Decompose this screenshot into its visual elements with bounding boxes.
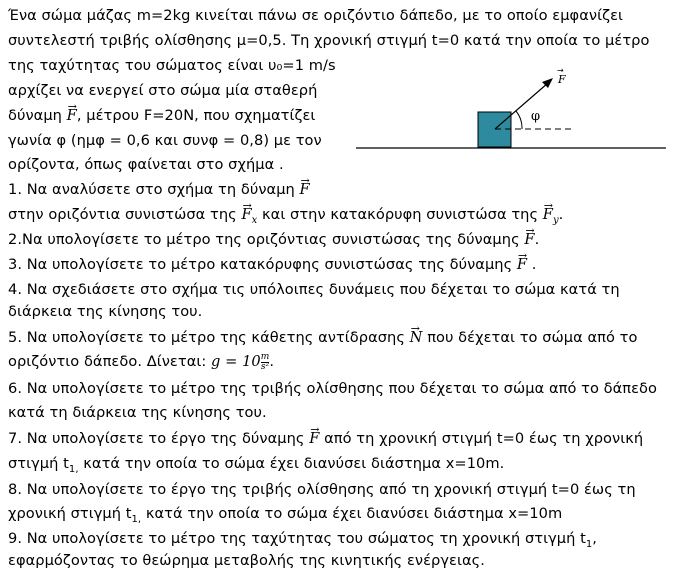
- text-segment: , μέτρου F=20N, που σχηματίζει: [76, 107, 316, 124]
- text-segment: δύναμη: [8, 107, 67, 124]
- text-line-3: της ταχύτητας του σώματος είναι υ₀=1 m/s: [8, 57, 336, 74]
- gravity-value: g = 10: [211, 353, 261, 370]
- text-segment: οριζόντιο δάπεδο. Δίνεται:: [8, 353, 212, 370]
- text-segment: .: [527, 256, 537, 273]
- fraction-denominator: s²: [260, 361, 270, 372]
- text-line-5: [8, 106, 315, 126]
- question-6-line-1: 6. Να υπολογίσετε το μέτρο της τριβής ολίσθησης που δέχεται το σώμα από το δάπεδο: [8, 380, 658, 397]
- text-segment: ,: [592, 530, 597, 547]
- force-symbol-F: → F: [517, 255, 527, 275]
- text-line-2: συντελεστή τριβής ολίσθησης μ=0,5. Τη χρονική στιγμή t=0 κατά την οποία το μέτρο: [8, 32, 650, 49]
- force-symbol-F: → F: [309, 429, 319, 449]
- text-segment: 5. Να υπολογίσετε το μέτρο της κάθετης αντίδρασης: [8, 329, 410, 346]
- text-segment: 7. Να υπολογίσετε το έργο της δύναμης: [8, 430, 310, 447]
- subscript: 1: [585, 538, 593, 550]
- text-segment: .: [534, 231, 540, 248]
- text-segment: χρονική στιγμή t: [8, 505, 132, 522]
- text-segment: .: [269, 353, 275, 370]
- question-5-line-1: [8, 328, 637, 348]
- subscript: 1,: [131, 513, 142, 525]
- text-segment: στιγμή t: [8, 455, 69, 472]
- text-segment: στην οριζόντια συνιστώσα της: [8, 206, 242, 223]
- question-4-line-2: διάρκεια της κίνησης του.: [8, 303, 203, 320]
- question-5-line-2: [8, 352, 274, 372]
- text-segment: .: [558, 206, 564, 223]
- question-1-line-2: [8, 205, 563, 231]
- question-1-line-1: [8, 180, 310, 200]
- text-segment: κατά την οποία το σώμα έχει διανύσει διάστημα x=10m.: [78, 455, 505, 472]
- question-6-line-2: κατά τη διάρκεια της κίνησης του.: [8, 404, 267, 421]
- subscript: 1,: [68, 463, 79, 475]
- question-9-line-2: εφαρμόζοντας το θεώρημα μεταβολής της κινητικής ενέργειας.: [8, 552, 485, 569]
- angle-arc: [516, 111, 522, 129]
- text-segment: που δέχεται το σώμα από το: [422, 329, 638, 346]
- force-label: F: [558, 73, 566, 86]
- text-segment: κατά την οποία το σώμα έχει διανύσει διάστημα x=10m: [141, 505, 563, 522]
- question-3: [8, 255, 537, 275]
- symbol-base: F: [542, 206, 553, 223]
- text-segment: 1. Να αναλύσετε στο σχήμα τη δύναμη: [8, 181, 300, 198]
- text-line-4: αρχίζει να ενεργεί στο σώμα μία σταθερή: [8, 82, 318, 99]
- text-segment: 3. Να υπολογίσετε το μέτρο κατακόρυφης συνιστώσας της δύναμης: [8, 256, 517, 273]
- question-7-line-1: [8, 429, 643, 449]
- symbol-subscript: y: [552, 214, 559, 226]
- force-symbol-F: → F: [300, 180, 310, 200]
- force-symbol-N: → N: [410, 328, 423, 348]
- angle-label: φ: [531, 109, 541, 124]
- force-label-arrow: →: [557, 66, 564, 75]
- force-symbol-Fy: [543, 205, 559, 231]
- question-8-line-1: 8. Να υπολογίσετε το έργο της τριβής ολίσθησης από τη χρονική στιγμή t=0 έως τη: [8, 481, 636, 498]
- question-7-line-2: [8, 454, 504, 480]
- question-8-line-2: [8, 504, 562, 530]
- text-segment: και στην κατακόρυφη συνιστώσα της: [257, 206, 543, 223]
- text-segment: 9. Να υπολογίσετε το μέτρο της ταχύτητας του σώματος τη χρονική στιγμή t: [8, 530, 586, 547]
- text-line-1: Ένα σώμα μάζας m=2kg κινείται πάνω σε οριζόντιο δάπεδο, με το οποίο εμφανίζει: [8, 7, 623, 24]
- text-line-7: ορίζοντα, όπως φαίνεται στο σχήμα .: [8, 156, 284, 173]
- fraction-numerator: m: [260, 351, 270, 362]
- symbol-base: F: [241, 206, 252, 223]
- question-4-line-1: 4. Να σχεδιάσετε στο σχήμα τις υπόλοιπες δυνάμεις που δέχεται το σώμα κατά τη: [8, 281, 620, 298]
- text-line-6: γωνία φ (ημφ = 0,6 και συνφ = 0,8) με τον: [8, 132, 322, 149]
- force-symbol-F: → F: [67, 106, 77, 126]
- question-2: [8, 230, 539, 250]
- text-segment: 2.Να υπολογίσετε το μέτρο της οριζόντιας συνιστώσας της δύναμης: [8, 231, 525, 248]
- force-symbol-Fx: [241, 205, 257, 231]
- symbol-subscript: x: [251, 214, 258, 226]
- force-symbol-F: → F: [524, 230, 534, 250]
- force-diagram: [350, 62, 670, 162]
- text-segment: από τη χρονική στιγμή t=0 έως τη χρονική: [319, 430, 644, 447]
